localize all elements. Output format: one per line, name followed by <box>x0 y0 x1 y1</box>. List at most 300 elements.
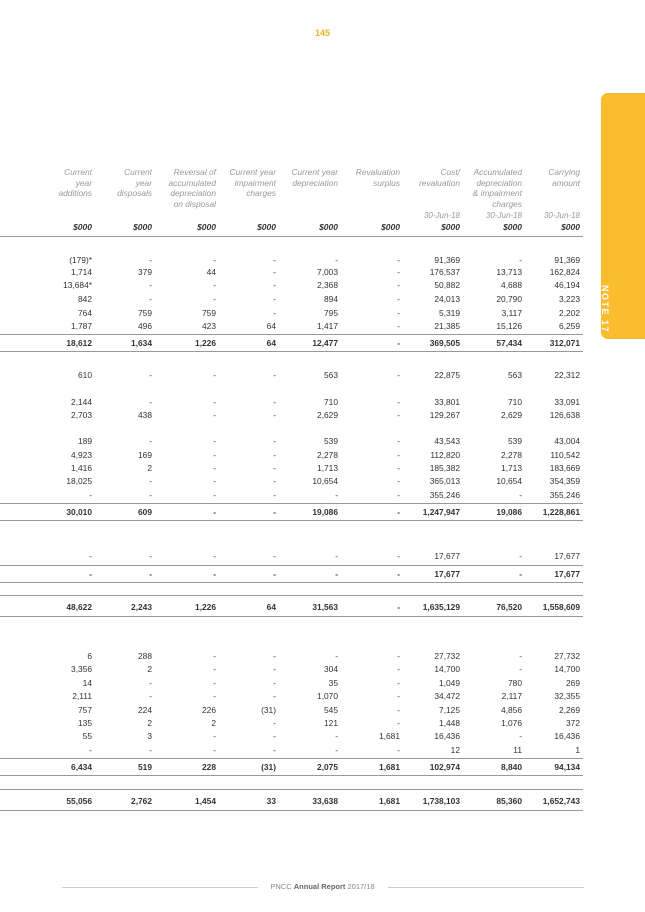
table-cell: - <box>273 745 276 755</box>
table-row <box>0 308 600 320</box>
table-cell: 1,226 <box>195 338 216 348</box>
grand-total-row <box>0 602 600 614</box>
table-cell: 64 <box>266 321 276 331</box>
table-cell: 55,056 <box>66 796 92 806</box>
table-cell: - <box>273 507 276 517</box>
table-cell: 19,086 <box>312 507 338 517</box>
table-cell: 15,126 <box>496 321 522 331</box>
table-cell: 43,004 <box>554 436 580 446</box>
table-cell: - <box>273 255 276 265</box>
table-row <box>0 651 600 663</box>
table-cell: - <box>213 651 216 661</box>
table-cell: - <box>335 745 338 755</box>
table-cell: - <box>397 718 400 728</box>
table-cell: - <box>149 280 152 290</box>
table-cell: 135 <box>78 718 92 728</box>
table-cell: 27,732 <box>434 651 460 661</box>
table-cell: 76,520 <box>496 602 522 612</box>
table-row <box>0 551 600 563</box>
total-divider <box>0 616 583 617</box>
table-cell: 18,612 <box>66 338 92 348</box>
table-cell: 1,228,861 <box>542 507 580 517</box>
table-cell: 1 <box>575 745 580 755</box>
table-cell: 17,677 <box>554 569 580 579</box>
table-cell: - <box>397 321 400 331</box>
header-revaluation-surplus: Revaluation surplus <box>355 167 400 188</box>
table-cell: 17,677 <box>434 551 460 561</box>
table-cell: 2 <box>211 718 216 728</box>
subtotal-row <box>0 569 600 581</box>
table-cell: 355,246 <box>549 490 580 500</box>
table-row <box>0 280 600 292</box>
table-cell: - <box>149 436 152 446</box>
table-cell: - <box>335 551 338 561</box>
table-row <box>0 370 600 382</box>
table-cell: - <box>273 731 276 741</box>
table-cell: 57,434 <box>496 338 522 348</box>
header-current-year-depreciation: Current year depreciation <box>291 167 338 188</box>
unit-label: $000 <box>561 222 580 232</box>
table-cell: 21,385 <box>434 321 460 331</box>
table-row <box>0 678 600 690</box>
table-cell: - <box>519 255 522 265</box>
table-cell: - <box>397 280 400 290</box>
table-cell: 10,654 <box>496 476 522 486</box>
table-cell: 55 <box>82 731 92 741</box>
table-cell: 5,319 <box>439 308 460 318</box>
table-row <box>0 267 600 279</box>
table-cell: - <box>397 370 400 380</box>
table-cell: 14,700 <box>434 664 460 674</box>
table-row <box>0 691 600 703</box>
table-cell: 3,223 <box>559 294 580 304</box>
table-cell: 759 <box>202 308 216 318</box>
table-cell: - <box>213 507 216 517</box>
table-cell: - <box>273 308 276 318</box>
table-cell: - <box>213 569 216 579</box>
date-cost-revaluation: 30-Jun-18 <box>423 211 460 220</box>
table-cell: 43,543 <box>434 436 460 446</box>
table-cell: 304 <box>324 664 338 674</box>
table-cell: 1,635,129 <box>422 602 460 612</box>
table-cell: 50,882 <box>434 280 460 290</box>
unit-label: $000 <box>257 222 276 232</box>
table-cell: 33,638 <box>312 796 338 806</box>
subtotal-divider <box>0 334 583 335</box>
subtotal-divider <box>0 775 583 776</box>
table-cell: - <box>149 569 152 579</box>
table-cell: 185,382 <box>429 463 460 473</box>
table-cell: 539 <box>508 436 522 446</box>
table-cell: 1,049 <box>439 678 460 688</box>
table-cell: - <box>149 255 152 265</box>
table-cell: - <box>335 651 338 661</box>
table-cell: 1,681 <box>379 731 400 741</box>
table-cell: - <box>273 718 276 728</box>
table-cell: 110,542 <box>550 450 580 460</box>
table-cell: - <box>335 255 338 265</box>
table-cell: 102,974 <box>429 762 460 772</box>
table-cell: 2 <box>147 463 152 473</box>
table-row <box>0 410 600 422</box>
table-cell: - <box>273 280 276 290</box>
table-cell: (179)* <box>69 255 92 265</box>
table-cell: 372 <box>566 718 580 728</box>
table-cell: 30,010 <box>66 507 92 517</box>
footer <box>0 882 645 891</box>
note-tab <box>601 93 645 339</box>
table-cell: 545 <box>324 705 338 715</box>
table-cell: - <box>335 490 338 500</box>
table-cell: - <box>397 450 400 460</box>
table-row <box>0 450 600 462</box>
table-cell: 33,091 <box>554 397 580 407</box>
table-cell: 162,824 <box>549 267 580 277</box>
table-cell: 32,355 <box>554 691 580 701</box>
table-cell: - <box>397 551 400 561</box>
table-cell: 2,269 <box>559 705 580 715</box>
table-cell: 6,434 <box>71 762 92 772</box>
table-cell: - <box>397 490 400 500</box>
subtotal-divider <box>0 503 583 504</box>
table-cell: 3 <box>147 731 152 741</box>
subtotal-divider <box>0 520 583 521</box>
table-cell: - <box>213 280 216 290</box>
total-divider <box>0 789 583 790</box>
table-cell: - <box>213 691 216 701</box>
table-cell: - <box>397 678 400 688</box>
table-cell: 12,477 <box>312 338 338 348</box>
page-number: 145 <box>314 28 331 38</box>
subtotal-row <box>0 338 600 350</box>
table-cell: - <box>519 551 522 561</box>
table-cell: 35 <box>328 678 338 688</box>
table-cell: - <box>519 664 522 674</box>
table-cell: 1,070 <box>317 691 338 701</box>
table-cell: 1,558,609 <box>542 602 580 612</box>
table-cell: 3,117 <box>501 308 522 318</box>
subtotal-divider <box>0 351 583 352</box>
subtotal-row <box>0 762 600 774</box>
table-cell: - <box>149 397 152 407</box>
subtotal-divider <box>0 582 583 583</box>
table-cell: - <box>213 410 216 420</box>
table-cell: 379 <box>138 267 152 277</box>
table-cell: 6,259 <box>559 321 580 331</box>
table-cell: 2,278 <box>501 450 522 460</box>
table-cell: 14,700 <box>554 664 580 674</box>
table-cell: 496 <box>138 321 152 331</box>
table-cell: 369,505 <box>429 338 460 348</box>
table-cell: - <box>149 745 152 755</box>
date-carrying-amount: 30-Jun-18 <box>543 211 580 220</box>
table-cell: 1,713 <box>501 463 522 473</box>
table-cell: - <box>273 569 276 579</box>
note-tab-label: NOTE 17 <box>600 285 610 334</box>
table-cell: - <box>397 602 400 612</box>
table-cell: 8,840 <box>501 762 522 772</box>
table-cell: 2,629 <box>501 410 522 420</box>
total-divider <box>0 810 583 811</box>
table-cell: - <box>149 370 152 380</box>
header-current-year-disposals: Current year disposals <box>117 167 152 199</box>
table-row <box>0 397 600 409</box>
table-cell: 64 <box>266 602 276 612</box>
table-cell: 2 <box>147 664 152 674</box>
unit-label: $000 <box>73 222 92 232</box>
table-cell: 91,369 <box>554 255 580 265</box>
table-cell: - <box>213 664 216 674</box>
table-cell: - <box>149 551 152 561</box>
table-cell: 17,677 <box>434 569 460 579</box>
table-cell: 757 <box>78 705 92 715</box>
table-cell: 16,436 <box>554 731 580 741</box>
header-reversal-accumulated-depreciation: Reversal of accumulated depreciation on disposal <box>168 167 216 209</box>
table-cell: 2,629 <box>317 410 338 420</box>
table-cell: 1,448 <box>439 718 460 728</box>
table-row <box>0 718 600 730</box>
unit-label: $000 <box>133 222 152 232</box>
subtotal-divider <box>0 565 583 566</box>
table-cell: 94,134 <box>554 762 580 772</box>
footer-year: 2017/18 <box>347 882 375 891</box>
table-cell: 894 <box>324 294 338 304</box>
table-cell: - <box>149 691 152 701</box>
table-cell: 10,654 <box>312 476 338 486</box>
table-cell: 1,681 <box>379 796 400 806</box>
table-cell: 34,472 <box>434 691 460 701</box>
table-cell: - <box>149 294 152 304</box>
table-cell: 176,537 <box>429 267 460 277</box>
table-cell: - <box>397 294 400 304</box>
table-cell: 1,652,743 <box>542 796 580 806</box>
table-cell: - <box>149 678 152 688</box>
table-cell: - <box>213 490 216 500</box>
table-cell: - <box>273 678 276 688</box>
table-cell: 33 <box>266 796 276 806</box>
unit-label: $000 <box>319 222 338 232</box>
table-cell: - <box>213 255 216 265</box>
table-cell: 539 <box>324 436 338 446</box>
table-cell: 1,714 <box>71 267 92 277</box>
table-row <box>0 664 600 676</box>
table-cell: 18,025 <box>66 476 92 486</box>
table-cell: 64 <box>266 338 276 348</box>
table-cell: 4,688 <box>501 280 522 290</box>
subtotal-divider <box>0 758 583 759</box>
table-cell: 759 <box>138 308 152 318</box>
table-cell: 423 <box>202 321 216 331</box>
table-cell: 2,243 <box>131 602 152 612</box>
table-row <box>0 463 600 475</box>
table-cell: - <box>213 294 216 304</box>
table-cell: - <box>273 267 276 277</box>
table-row <box>0 490 600 502</box>
table-cell: - <box>397 255 400 265</box>
table-cell: - <box>397 267 400 277</box>
table-cell: 1,787 <box>71 321 92 331</box>
unit-label: $000 <box>197 222 216 232</box>
table-cell: - <box>213 551 216 561</box>
table-cell: - <box>397 691 400 701</box>
table-cell: - <box>397 436 400 446</box>
table-cell: 1,681 <box>379 762 400 772</box>
table-row <box>0 745 600 757</box>
table-cell: 780 <box>508 678 522 688</box>
table-cell: 46,194 <box>554 280 580 290</box>
table-cell: 1,226 <box>195 602 216 612</box>
table-cell: 2,703 <box>71 410 92 420</box>
table-cell: 14 <box>82 678 92 688</box>
header-cost-revaluation: Cost/ revaluation <box>419 167 460 188</box>
table-cell: - <box>273 410 276 420</box>
table-cell: - <box>273 651 276 661</box>
table-row <box>0 731 600 743</box>
table-cell: 2,278 <box>317 450 338 460</box>
table-cell: - <box>213 476 216 486</box>
table-cell: 842 <box>78 294 92 304</box>
table-cell: - <box>519 651 522 661</box>
table-cell: - <box>89 745 92 755</box>
table-cell: - <box>397 651 400 661</box>
table-cell: 17,677 <box>554 551 580 561</box>
table-cell: 2 <box>147 718 152 728</box>
table-cell: - <box>273 551 276 561</box>
table-cell: - <box>397 476 400 486</box>
table-cell: 1,713 <box>317 463 338 473</box>
table-cell: - <box>519 731 522 741</box>
table-cell: 48,622 <box>66 602 92 612</box>
table-cell: 2,202 <box>559 308 580 318</box>
table-cell: - <box>335 569 338 579</box>
table-cell: - <box>397 705 400 715</box>
table-cell: 189 <box>78 436 92 446</box>
table-cell: 1,634 <box>131 338 152 348</box>
table-cell: - <box>397 507 400 517</box>
table-cell: 12 <box>450 745 460 755</box>
table-cell: 1,454 <box>195 796 216 806</box>
table-cell: (31) <box>261 762 276 772</box>
table-cell: 610 <box>78 370 92 380</box>
table-cell: 365,013 <box>429 476 460 486</box>
table-cell: - <box>273 463 276 473</box>
table-cell: 2,117 <box>501 691 522 701</box>
table-cell: 312,071 <box>549 338 580 348</box>
table-cell: 2,075 <box>317 762 338 772</box>
table-cell: 121 <box>324 718 338 728</box>
table-row <box>0 436 600 448</box>
table-cell: - <box>397 664 400 674</box>
subtotal-row <box>0 507 600 519</box>
table-cell: - <box>273 436 276 446</box>
unit-label: $000 <box>381 222 400 232</box>
table-cell: 288 <box>138 651 152 661</box>
header-current-year-impairment: Current year impairment charges <box>229 167 276 199</box>
table-cell: - <box>273 397 276 407</box>
total-divider <box>0 595 583 596</box>
table-cell: 16,436 <box>434 731 460 741</box>
table-cell: - <box>89 490 92 500</box>
table-cell: 7,003 <box>317 267 338 277</box>
table-cell: 19,086 <box>496 507 522 517</box>
table-cell: - <box>335 731 338 741</box>
table-cell: - <box>397 397 400 407</box>
table-cell: - <box>273 490 276 500</box>
table-cell: - <box>519 490 522 500</box>
table-cell: - <box>213 463 216 473</box>
table-cell: - <box>273 691 276 701</box>
table-cell: 126,638 <box>549 410 580 420</box>
table-cell: - <box>149 490 152 500</box>
unit-label: $000 <box>503 222 522 232</box>
table-cell: - <box>213 397 216 407</box>
table-cell: 563 <box>324 370 338 380</box>
table-row <box>0 705 600 717</box>
table-cell: 355,246 <box>429 490 460 500</box>
table-cell: - <box>213 745 216 755</box>
table-cell: 228 <box>202 762 216 772</box>
table-row <box>0 321 600 333</box>
table-cell: 438 <box>138 410 152 420</box>
table-cell: - <box>273 370 276 380</box>
table-cell: - <box>213 731 216 741</box>
table-cell: 13,684* <box>63 280 92 290</box>
header-carrying-amount: Carrying amount <box>548 167 580 188</box>
table-cell: 24,013 <box>434 294 460 304</box>
table-cell: - <box>149 476 152 486</box>
table-cell: - <box>397 569 400 579</box>
table-cell: - <box>213 370 216 380</box>
table-cell: - <box>397 745 400 755</box>
table-cell: - <box>89 569 92 579</box>
table-cell: 2,762 <box>131 796 152 806</box>
table-row <box>0 476 600 488</box>
table-cell: 13,713 <box>496 267 522 277</box>
table-cell: - <box>397 463 400 473</box>
footer-org: PNCC <box>270 882 292 891</box>
table-cell: 169 <box>138 450 152 460</box>
table-cell: - <box>89 551 92 561</box>
table-cell: 4,923 <box>71 450 92 460</box>
table-row <box>0 255 600 267</box>
table-cell: - <box>273 294 276 304</box>
table-cell: 112,820 <box>430 450 460 460</box>
table-cell: 795 <box>324 308 338 318</box>
table-cell: 2,111 <box>72 691 92 701</box>
table-cell: - <box>213 678 216 688</box>
table-cell: - <box>273 476 276 486</box>
table-cell: 20,790 <box>496 294 522 304</box>
table-cell: (31) <box>261 705 276 715</box>
table-cell: 183,669 <box>549 463 580 473</box>
table-cell: 710 <box>508 397 522 407</box>
table-cell: - <box>519 569 522 579</box>
table-cell: 269 <box>566 678 580 688</box>
footer-report: Annual Report <box>293 882 346 891</box>
table-cell: - <box>397 308 400 318</box>
table-cell: 31,563 <box>312 602 338 612</box>
table-cell: 354,359 <box>549 476 580 486</box>
table-cell: 1,417 <box>317 321 338 331</box>
table-cell: 226 <box>202 705 216 715</box>
table-cell: 1,247,947 <box>422 507 460 517</box>
table-cell: 44 <box>206 267 216 277</box>
header-accumulated-depreciation: Accumulated depreciation & impairment charges <box>472 167 522 209</box>
table-cell: 224 <box>138 705 152 715</box>
table-cell: 710 <box>324 397 338 407</box>
table-cell: - <box>213 450 216 460</box>
date-accumulated-depreciation: 30-Jun-18 <box>485 211 522 220</box>
